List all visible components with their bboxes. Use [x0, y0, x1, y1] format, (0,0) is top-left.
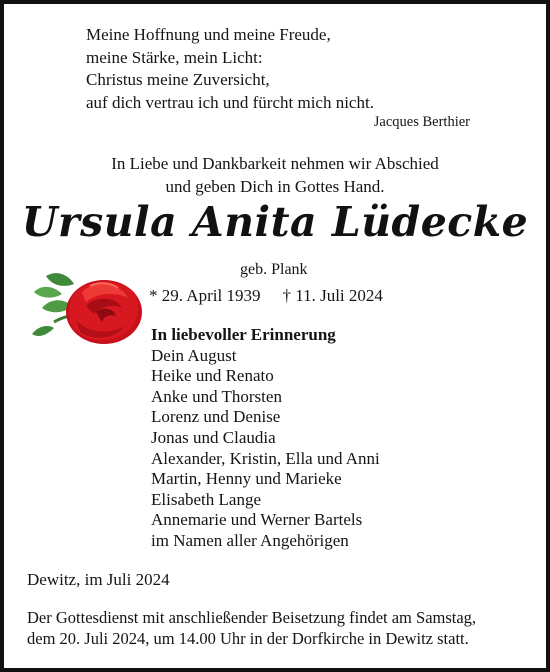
farewell-text — [4, 152, 546, 198]
place-date: Dewitz, im Juli 2024 — [27, 570, 170, 589]
red-rose-icon — [24, 262, 150, 346]
poem-line: meine Stärke, mein Licht: — [86, 47, 263, 67]
family-member: Alexander, Kristin, Ella und Anni — [151, 448, 380, 468]
life-dates — [149, 286, 383, 306]
poem-author: Jacques Berthier — [373, 114, 470, 130]
farewell-line: und geben Dich in Gottes Hand. — [165, 177, 385, 196]
family-member: Jonas und Claudia — [151, 427, 276, 447]
poem — [86, 24, 374, 114]
service-line: Der Gottesdienst mit anschließender Beisetzung findet am Samstag, — [27, 608, 477, 627]
family-member: Heike und Renato — [151, 366, 274, 386]
family-list — [151, 346, 380, 552]
family-section — [151, 325, 380, 552]
birth-name: geb. Plank — [240, 261, 308, 278]
family-member: Elisabeth Lange — [151, 489, 261, 509]
poem-line: auf dich vertrau ich und fürcht mich nicht. — [86, 92, 374, 112]
deceased-name: Ursula Anita Lüdecke — [21, 198, 529, 246]
death-date: † 11. Juli 2024 — [282, 286, 383, 305]
family-member: Martin, Henny und Marieke — [151, 469, 342, 489]
birth-date: * 29. April 1939 — [149, 286, 261, 305]
service-info — [27, 608, 537, 649]
poem-line: Christus meine Zuversicht, — [86, 70, 270, 89]
service-line: dem 20. Juli 2024, um 14.00 Uhr in der Dorfkirche in Dewitz statt. — [27, 628, 469, 648]
poem-line: Meine Hoffnung und meine Freude, — [86, 25, 331, 44]
family-member: im Namen aller Angehörigen — [151, 530, 349, 550]
family-member: Dein August — [151, 345, 237, 365]
family-member: Annemarie und Werner Bartels — [151, 510, 363, 530]
farewell-line: In Liebe und Dankbarkeit nehmen wir Abschied — [111, 154, 439, 173]
family-member: Lorenz und Denise — [151, 407, 281, 427]
family-member: Anke und Thorsten — [151, 386, 282, 406]
family-heading: In liebevoller Erinnerung — [151, 325, 336, 344]
